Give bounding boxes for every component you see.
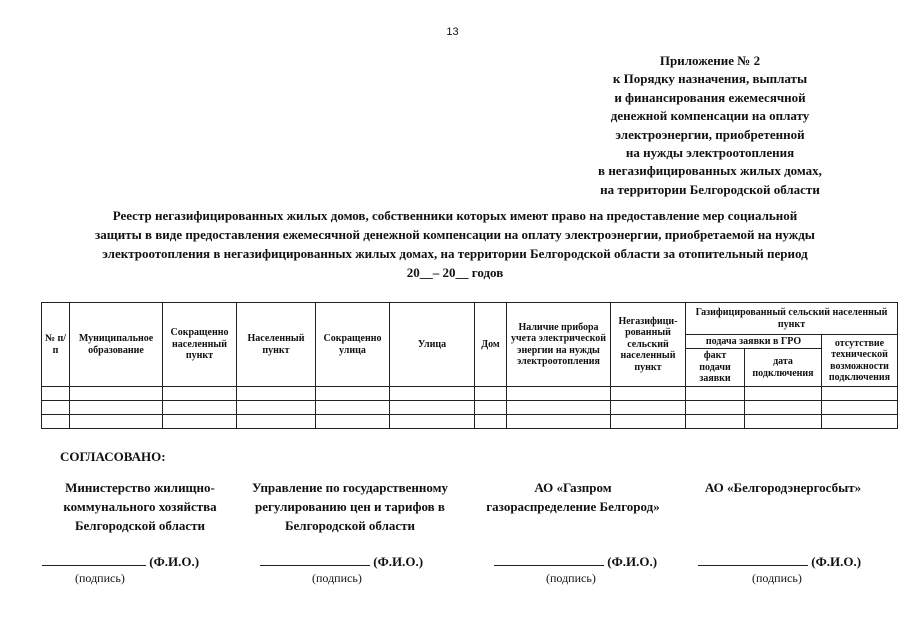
appendix-line: на нужды электроотопления — [625, 145, 795, 161]
org-housing-ministry — [40, 478, 240, 535]
org-gazprom — [478, 478, 668, 516]
appendix-line: денежной компенсации на оплату — [610, 108, 810, 124]
col-header-short-street: Сокращенно улица — [316, 303, 390, 387]
agreed-label: СОГЛАСОВАНО: — [60, 449, 166, 464]
signature-caption: (подпись) — [312, 571, 362, 585]
registry-table — [41, 302, 898, 429]
col-header-application: подача заявки в ГРО — [686, 335, 822, 349]
appendix-line: в негазифицированных жилых домах, — [598, 163, 822, 179]
col-header-house: Дом — [475, 303, 507, 387]
table-row — [42, 401, 898, 415]
org-line: Министерство жилищно- — [65, 480, 215, 495]
appendix-line: Приложение № 2 — [659, 53, 761, 68]
fio-label: (Ф.И.О.) — [373, 554, 424, 569]
org-line: АО «Газпром — [534, 480, 612, 495]
org-line: Управление по государственному — [251, 480, 449, 495]
signature-line — [260, 553, 370, 566]
col-header-gasified: Газифицированный сельский населенный пункт — [686, 303, 898, 335]
document-title — [60, 206, 850, 282]
col-header-date: дата подключения — [745, 349, 822, 387]
col-header-meter: Наличие прибора учета электрической энергии на нужды электроотопления — [507, 303, 611, 387]
table-row — [42, 387, 898, 401]
org-line: АО «Белгородэнергосбыт» — [704, 480, 862, 495]
appendix-line: электроэнергии, приобретенной — [615, 126, 805, 142]
org-line: Белгородской области — [284, 518, 416, 533]
signature-block-1 — [42, 553, 199, 570]
col-header-nongasified: Негазифици-рованный сельский населенный пункт — [611, 303, 686, 387]
signature-caption: (подпись) — [75, 571, 125, 585]
title-line: 20__– 20__ годов — [406, 265, 504, 280]
signature-line — [494, 553, 604, 566]
col-header-municipality: Муниципальное образование — [70, 303, 163, 387]
title-line: Реестр негазифицированных жилых домов, собственники которых имеют право на предоставление мер социальной — [112, 208, 798, 223]
signature-line — [698, 553, 808, 566]
appendix-line: к Порядку назначения, выплаты — [612, 71, 808, 87]
col-header-locality: Населенный пункт — [237, 303, 316, 387]
signature-line — [42, 553, 146, 566]
org-tariff-department — [232, 478, 468, 535]
org-line: коммунального хозяйства — [63, 499, 217, 514]
org-energosbyt — [688, 478, 878, 497]
col-header-number: № п/п — [42, 303, 70, 387]
table-row — [42, 415, 898, 429]
appendix-line: на территории Белгородской области — [600, 181, 820, 197]
signature-caption: (подпись) — [546, 571, 596, 585]
org-line: Белгородской области — [74, 518, 206, 533]
title-line: защиты в виде предоставления ежемесячной денежной компенсации на оплату электроэнергии, приобретаемой на нужды — [95, 227, 815, 242]
col-header-fact: факт подачи заявки — [686, 349, 745, 387]
org-line: газораспределение Белгород» — [486, 499, 660, 514]
appendix-line: и финансирования ежемесячной — [614, 89, 806, 105]
fio-label: (Ф.И.О.) — [607, 554, 658, 569]
signature-block-2 — [260, 553, 423, 570]
title-line: электроотопления в негазифицированных жилых домах, на территории Белгородской области за отопительный период — [102, 246, 808, 261]
signature-block-4 — [698, 553, 861, 570]
col-header-no-possibility: отсутствие технической возможности подключения — [822, 335, 898, 387]
fio-label: (Ф.И.О.) — [811, 554, 862, 569]
fio-label: (Ф.И.О.) — [149, 554, 200, 569]
signature-block-3 — [494, 553, 657, 570]
col-header-street: Улица — [390, 303, 475, 387]
signature-caption: (подпись) — [752, 571, 802, 585]
page-number: 13 — [446, 26, 459, 38]
appendix-heading — [560, 52, 860, 199]
col-header-short-locality: Сокращенно населенный пункт — [163, 303, 237, 387]
org-line: регулированию цен и тарифов в — [255, 499, 445, 514]
